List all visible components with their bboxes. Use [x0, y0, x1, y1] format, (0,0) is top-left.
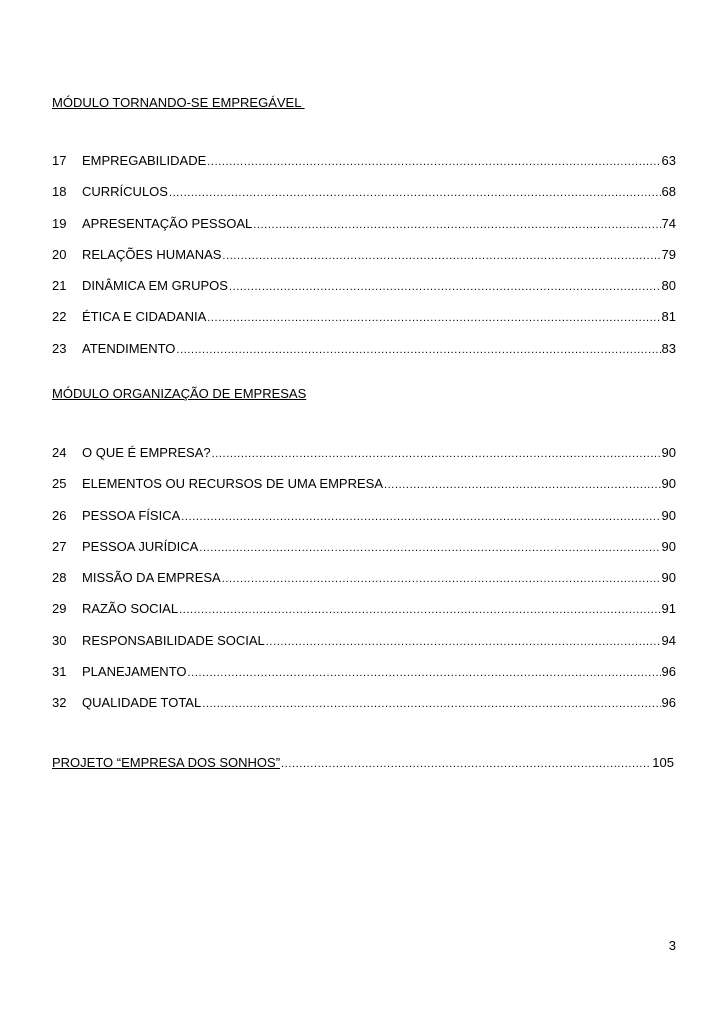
toc-entry-title: ELEMENTOS OU RECURSOS DE UMA EMPRESA — [82, 476, 383, 492]
toc-entry-page: 68 — [661, 184, 676, 200]
toc-entry-number: 24 — [52, 445, 67, 460]
toc-entry-number: 27 — [52, 538, 67, 554]
toc-entry-number: 22 — [52, 309, 67, 325]
toc-dot-leader — [222, 571, 661, 587]
toc-entry-page: 90 — [661, 445, 676, 460]
toc-dot-leader — [281, 756, 651, 772]
toc-dot-leader — [253, 217, 660, 233]
toc-entry-page: 80 — [661, 278, 676, 294]
toc-entry[interactable] — [52, 508, 676, 539]
toc-entry[interactable] — [52, 445, 676, 476]
toc-entry-project[interactable] — [52, 755, 674, 772]
toc-entry[interactable] — [52, 570, 676, 601]
toc-entry[interactable] — [52, 633, 676, 664]
toc-entry-title: ÉTICA E CIDADANIA — [82, 309, 207, 325]
toc-entry-page: 96 — [661, 695, 676, 711]
toc-dot-leader — [181, 509, 660, 525]
toc-dot-leader — [202, 696, 660, 712]
toc-dot-leader — [266, 634, 661, 650]
toc-entry-title: PLANEJAMENTO — [82, 664, 187, 680]
toc-entry-title: QUALIDADE TOTAL — [82, 695, 202, 711]
toc-entry-number: 31 — [52, 664, 67, 680]
toc-entry-number: 23 — [52, 340, 67, 356]
toc-entry-title: DINÂMICA EM GRUPOS — [82, 278, 228, 294]
toc-entry-number: 18 — [52, 184, 67, 200]
toc-entry-page: 74 — [661, 215, 676, 231]
toc-entry[interactable] — [52, 476, 676, 507]
toc-entry-number: 21 — [52, 278, 67, 294]
toc-list-module-1 — [52, 153, 676, 372]
toc-entry[interactable] — [52, 153, 676, 184]
toc-entry-page: 90 — [661, 570, 676, 586]
module-heading-organizacao-de-empresas: MÓDULO ORGANIZAÇÃO DE EMPRESAS — [52, 386, 307, 401]
toc-entry-page: 91 — [661, 601, 676, 617]
toc-dot-leader — [207, 154, 660, 170]
toc-entry-page: 79 — [661, 246, 676, 262]
toc-entry[interactable] — [52, 341, 676, 372]
toc-entry[interactable] — [52, 601, 676, 632]
toc-entry-title: PESSOA FÍSICA — [82, 507, 181, 523]
toc-entry-title: CURRÍCULOS — [82, 184, 168, 200]
toc-entry-page: 81 — [661, 309, 676, 325]
toc-entry-number: 19 — [52, 215, 67, 231]
toc-entry-title: ATENDIMENTO — [82, 340, 176, 356]
toc-dot-leader — [176, 342, 660, 358]
toc-entry-page: 96 — [661, 664, 676, 680]
toc-entry-title: APRESENTAÇÃO PESSOAL — [82, 215, 253, 231]
toc-entry[interactable] — [52, 278, 676, 309]
toc-dot-leader — [222, 248, 660, 264]
toc-entry-number: 29 — [52, 601, 67, 617]
toc-entry[interactable] — [52, 184, 676, 215]
toc-entry-page: 90 — [661, 538, 676, 554]
toc-entry-title: RELAÇÕES HUMANAS — [82, 246, 222, 262]
toc-entry[interactable] — [52, 695, 676, 726]
toc-entry-title: O QUE É EMPRESA? — [82, 445, 211, 460]
toc-entry-title: PESSOA JURÍDICA — [82, 538, 199, 554]
toc-entry-title: EMPREGABILIDADE — [82, 153, 207, 168]
toc-entry[interactable] — [52, 309, 676, 340]
toc-list-module-2 — [52, 445, 676, 727]
toc-dot-leader — [199, 540, 660, 556]
project-title: PROJETO “EMPRESA DOS SONHOS” — [52, 755, 281, 770]
toc-dot-leader — [207, 310, 660, 326]
toc-dot-leader — [169, 185, 661, 201]
toc-entry-number: 32 — [52, 695, 67, 711]
toc-entry-page: 63 — [661, 153, 676, 168]
toc-entry-page: 83 — [661, 340, 676, 356]
toc-entry-page: 90 — [661, 476, 676, 492]
toc-entry-number: 20 — [52, 246, 67, 262]
toc-dot-leader — [188, 665, 661, 681]
toc-entry[interactable] — [52, 247, 676, 278]
toc-entry-number: 17 — [52, 153, 67, 168]
page-number: 3 — [668, 938, 676, 953]
toc-entry-page: 94 — [661, 632, 676, 648]
project-page: 105 — [652, 755, 674, 770]
toc-entry[interactable] — [52, 216, 676, 247]
toc-entry-title: RAZÃO SOCIAL — [82, 601, 179, 617]
toc-dot-leader — [212, 446, 661, 462]
toc-entry-number: 25 — [52, 476, 67, 492]
toc-entry[interactable] — [52, 664, 676, 695]
toc-entry-number: 28 — [52, 570, 67, 586]
module-heading-tornando-se-empregavel: MÓDULO TORNANDO-SE EMPREGÁVEL — [52, 95, 305, 110]
toc-dot-leader — [229, 279, 661, 295]
toc-dot-leader — [179, 602, 660, 618]
toc-entry-title: MISSÃO DA EMPRESA — [82, 570, 221, 586]
toc-entry[interactable] — [52, 539, 676, 570]
toc-entry-page: 90 — [661, 507, 676, 523]
toc-entry-number: 30 — [52, 632, 67, 648]
toc-dot-leader — [384, 477, 661, 493]
toc-entry-title: RESPONSABILIDADE SOCIAL — [82, 632, 265, 648]
toc-entry-number: 26 — [52, 507, 67, 523]
